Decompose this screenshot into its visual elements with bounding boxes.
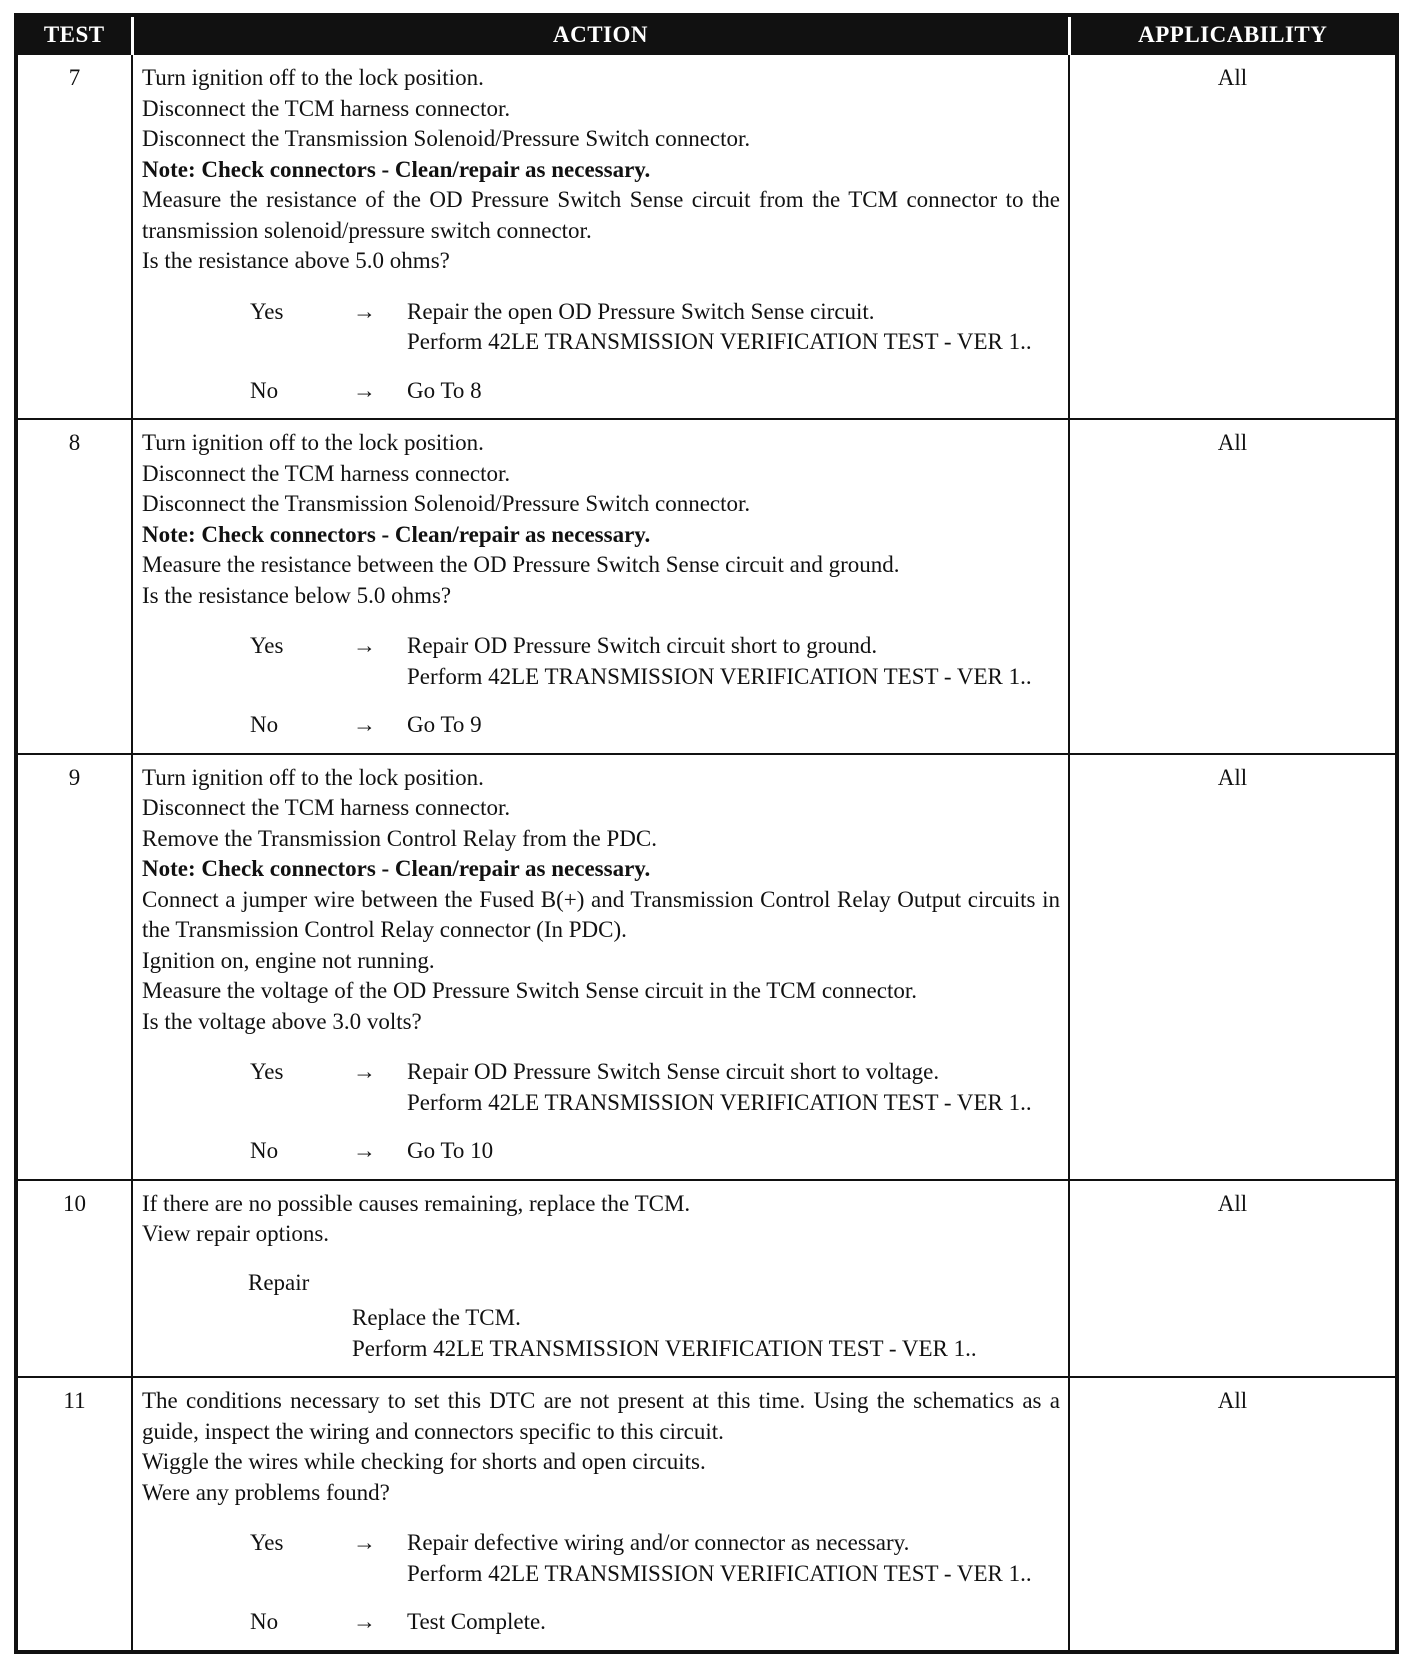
- test-action: [132, 1180, 1069, 1378]
- test-action: [132, 419, 1069, 754]
- note-line: Note: Check connectors - Clean/repair as necessary.: [142, 521, 651, 547]
- test-number: 11: [16, 1377, 132, 1652]
- test-action: [132, 754, 1069, 1180]
- step-line: Turn ignition off to the lock position.: [142, 764, 484, 790]
- test-row-11: [16, 1377, 1397, 1652]
- question-line: Is the resistance below 5.0 ohms?: [142, 582, 452, 608]
- repair-step: Replace the TCM.: [352, 1305, 521, 1330]
- step-paragraph: Measure the resistance between the OD Pressure Switch Sense circuit and ground.: [142, 552, 900, 577]
- no-result: Go To 8: [407, 377, 482, 403]
- step-line: View repair options.: [142, 1221, 330, 1246]
- step-line: If there are no possible causes remaining, replace the TCM.: [142, 1190, 691, 1216]
- yes-label: Yes: [250, 633, 284, 658]
- verification-test-line: Perform 42LE TRANSMISSION VERIFICATION TEST - VER 1..: [407, 663, 1032, 689]
- yes-result-text: Repair OD Pressure Switch circuit short to ground.: [407, 633, 878, 658]
- note-line: Note: Check connectors - Clean/repair as necessary.: [142, 856, 651, 881]
- question-line: Is the voltage above 3.0 volts?: [142, 1008, 422, 1034]
- no-result: Go To 10: [407, 1138, 494, 1163]
- no-result: Go To 9: [407, 712, 482, 737]
- no-label: No: [250, 1609, 279, 1634]
- diagnostic-page: [14, 13, 1395, 1641]
- test-number: 9: [16, 754, 132, 1180]
- test-row-7: [16, 54, 1397, 419]
- yes-result: [407, 1528, 1060, 1589]
- test-action: [132, 54, 1069, 419]
- diagnostic-test-table: [14, 13, 1399, 1654]
- note-line: Note: Check connectors - Clean/repair as necessary.: [142, 156, 651, 182]
- yes-result: [407, 1057, 1060, 1118]
- step-line: Disconnect the TCM harness connector.: [142, 460, 511, 486]
- repair-label: Repair: [248, 1269, 310, 1295]
- step-line: Disconnect the Transmission Solenoid/Pressure Switch connector.: [142, 126, 751, 151]
- no-answer: [250, 710, 1060, 741]
- yes-label: Yes: [250, 298, 284, 324]
- test-number: 10: [16, 1180, 132, 1378]
- yes-answer: [250, 1528, 1060, 1589]
- yes-result: [407, 297, 1060, 358]
- verification-test-line: Perform 42LE TRANSMISSION VERIFICATION TEST - VER 1..: [407, 1560, 1032, 1586]
- step-paragraph: Measure the resistance of the OD Pressure Switch Sense circuit from the TCM connector to the transmission solenoid/pressure switch connector.: [142, 187, 1060, 243]
- arrow-icon: →: [353, 377, 376, 403]
- arrow-icon: →: [353, 298, 376, 324]
- step-paragraph: Connect a jumper wire between the Fused B(+) and Transmission Control Relay Output circuits in the Transmission Control Relay connector (In PDC).: [142, 886, 1060, 942]
- verification-test-line: Perform 42LE TRANSMISSION VERIFICATION TEST - VER 1..: [407, 1089, 1032, 1115]
- arrow-icon: →: [353, 712, 376, 737]
- step-line: Measure the voltage of the OD Pressure Switch Sense circuit in the TCM connector.: [142, 978, 918, 1003]
- no-label: No: [250, 712, 279, 737]
- arrow-icon: →: [353, 1059, 376, 1084]
- header-action: ACTION: [132, 15, 1069, 54]
- step-line: Ignition on, engine not running.: [142, 947, 435, 973]
- header-applicability: APPLICABILITY: [1069, 15, 1397, 54]
- applicability: All: [1069, 1180, 1397, 1378]
- verification-test-line: Perform 42LE TRANSMISSION VERIFICATION TEST - VER 1..: [407, 329, 1032, 354]
- yes-result-text: Repair OD Pressure Switch Sense circuit short to voltage.: [407, 1059, 940, 1084]
- no-result: Test Complete.: [407, 1609, 546, 1634]
- repair-steps: [352, 1302, 1060, 1364]
- question-line: Is the resistance above 5.0 ohms?: [142, 248, 450, 273]
- question-line: Were any problems found?: [142, 1479, 390, 1505]
- yes-answer: [250, 1057, 1060, 1118]
- step-line: Disconnect the TCM harness connector.: [142, 95, 511, 121]
- arrow-icon: →: [353, 1530, 376, 1555]
- test-row-10: [16, 1180, 1397, 1378]
- yes-result-text: Repair defective wiring and/or connector as necessary.: [407, 1530, 910, 1555]
- step-line: Turn ignition off to the lock position.: [142, 430, 484, 455]
- step-line: Turn ignition off to the lock position.: [142, 65, 484, 90]
- arrow-icon: →: [353, 1138, 376, 1163]
- applicability: All: [1069, 754, 1397, 1180]
- arrow-icon: →: [353, 1609, 376, 1634]
- header-test: TEST: [16, 15, 132, 54]
- table-header-row: [16, 15, 1397, 54]
- step-paragraph: The conditions necessary to set this DTC are not present at this time. Using the schematics as a guide, inspect the wiring and connectors specific to this circuit.: [142, 1388, 1060, 1444]
- yes-result: [407, 631, 1060, 692]
- applicability: All: [1069, 54, 1397, 419]
- step-line: Remove the Transmission Control Relay from the PDC.: [142, 825, 657, 851]
- no-answer: [250, 1136, 1060, 1167]
- yes-answer: [250, 297, 1060, 358]
- step-line: Disconnect the Transmission Solenoid/Pressure Switch connector.: [142, 491, 751, 516]
- no-answer: [250, 376, 1060, 407]
- yes-answer: [250, 631, 1060, 692]
- no-label: No: [250, 377, 279, 403]
- applicability: All: [1069, 419, 1397, 754]
- applicability: All: [1069, 1377, 1397, 1652]
- test-number: 7: [16, 54, 132, 419]
- yes-label: Yes: [250, 1059, 284, 1084]
- test-row-8: [16, 419, 1397, 754]
- repair-options: [248, 1268, 1060, 1365]
- yes-label: Yes: [250, 1530, 284, 1555]
- no-answer: [250, 1607, 1060, 1638]
- test-action: [132, 1377, 1069, 1652]
- verification-test-line: Perform 42LE TRANSMISSION VERIFICATION TEST - VER 1..: [352, 1336, 977, 1361]
- arrow-icon: →: [353, 633, 376, 658]
- step-line: Disconnect the TCM harness connector.: [142, 795, 511, 820]
- test-number: 8: [16, 419, 132, 754]
- test-row-9: [16, 754, 1397, 1180]
- yes-result-text: Repair the open OD Pressure Switch Sense circuit.: [407, 298, 875, 324]
- no-label: No: [250, 1138, 279, 1163]
- step-line: Wiggle the wires while checking for shorts and open circuits.: [142, 1449, 706, 1474]
